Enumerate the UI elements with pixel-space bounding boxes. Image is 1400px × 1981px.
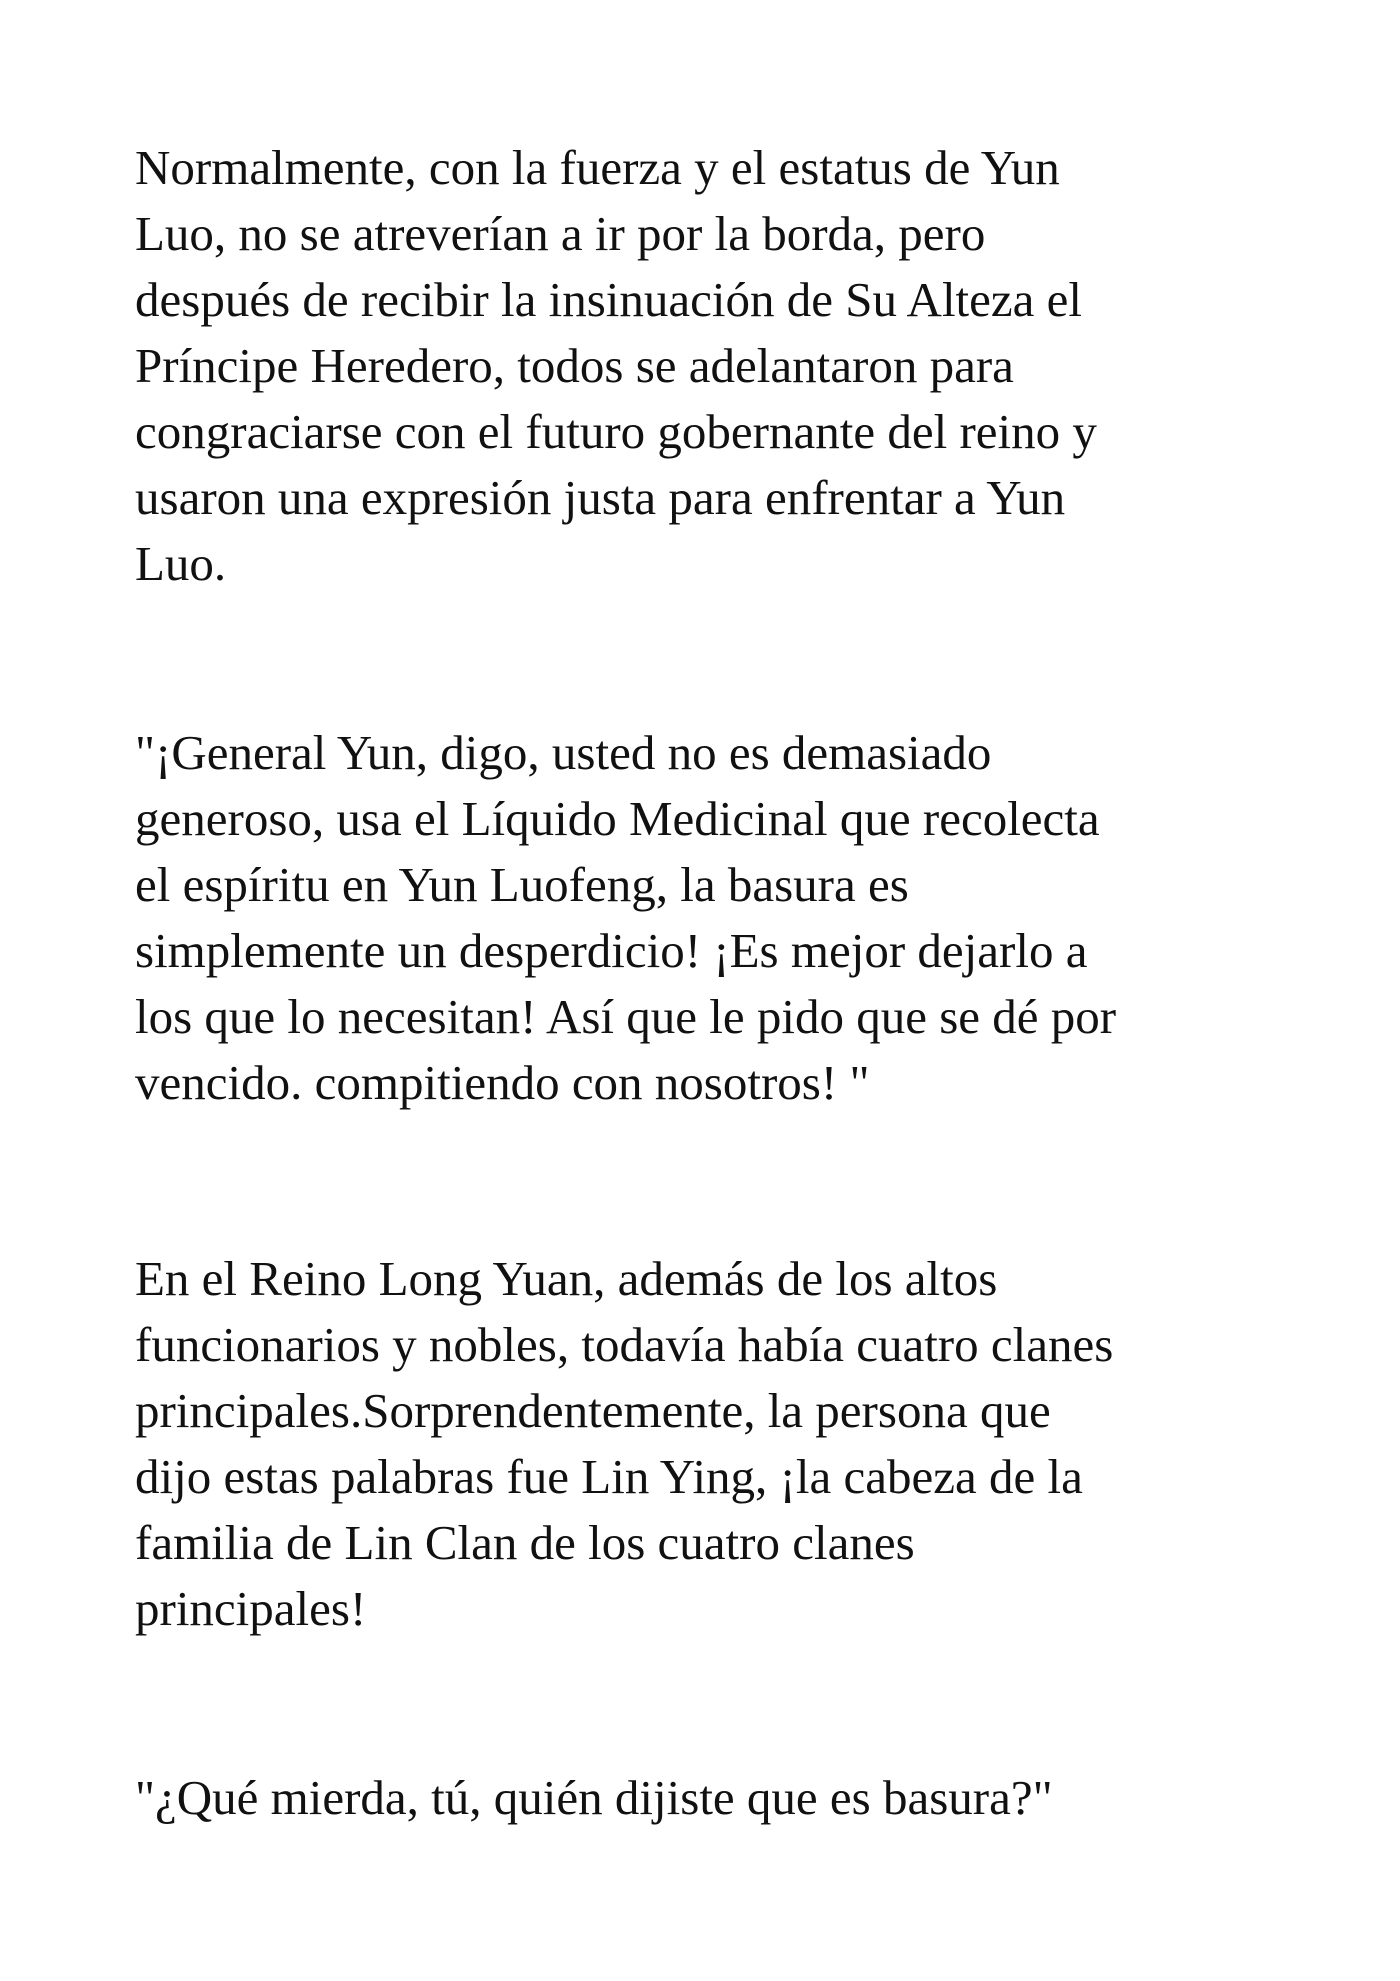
paragraph-3 xyxy=(135,1246,1335,1642)
text-line: después de recibir la insinuación de Su Alteza el xyxy=(135,272,1083,327)
text-line: usaron una expresión justa para enfrentar a Yun xyxy=(135,470,1066,525)
text-line: congraciarse con el futuro gobernante del reino y xyxy=(135,404,1097,459)
text-line: familia de Lin Clan de los cuatro clanes xyxy=(135,1515,915,1570)
text-line: principales.Sorprendentemente, la persona que xyxy=(135,1383,1051,1438)
text-line: los que lo necesitan! Así que le pido que se dé por xyxy=(135,989,1117,1044)
paragraph-2 xyxy=(135,720,1335,1116)
text-line: Normalmente, con la fuerza y el estatus de Yun xyxy=(135,140,1060,195)
paragraph-1 xyxy=(135,135,1335,597)
text-line: simplemente un desperdicio! ¡Es mejor dejarlo a xyxy=(135,923,1088,978)
text-line: Príncipe Heredero, todos se adelantaron para xyxy=(135,338,1014,393)
text-line: Luo. xyxy=(135,536,227,591)
text-line: "¡General Yun, digo, usted no es demasiado xyxy=(135,725,992,780)
text-line: generoso, usa el Líquido Medicinal que recolecta xyxy=(135,791,1100,846)
text-line: funcionarios y nobles, todavía había cuatro clanes xyxy=(135,1317,1114,1372)
text-line: En el Reino Long Yuan, además de los altos xyxy=(135,1251,998,1306)
text-line: el espíritu en Yun Luofeng, la basura es xyxy=(135,857,909,912)
text-line: vencido. compitiendo con nosotros! " xyxy=(135,1055,870,1110)
text-line: dijo estas palabras fue Lin Ying, ¡la cabeza de la xyxy=(135,1449,1083,1504)
text-line: Luo, no se atreverían a ir por la borda, pero xyxy=(135,206,986,261)
paragraph-4 xyxy=(135,1765,1335,1831)
text-line: "¿Qué mierda, tú, quién dijiste que es basura?" xyxy=(135,1770,1053,1825)
text-line: principales! xyxy=(135,1581,367,1636)
